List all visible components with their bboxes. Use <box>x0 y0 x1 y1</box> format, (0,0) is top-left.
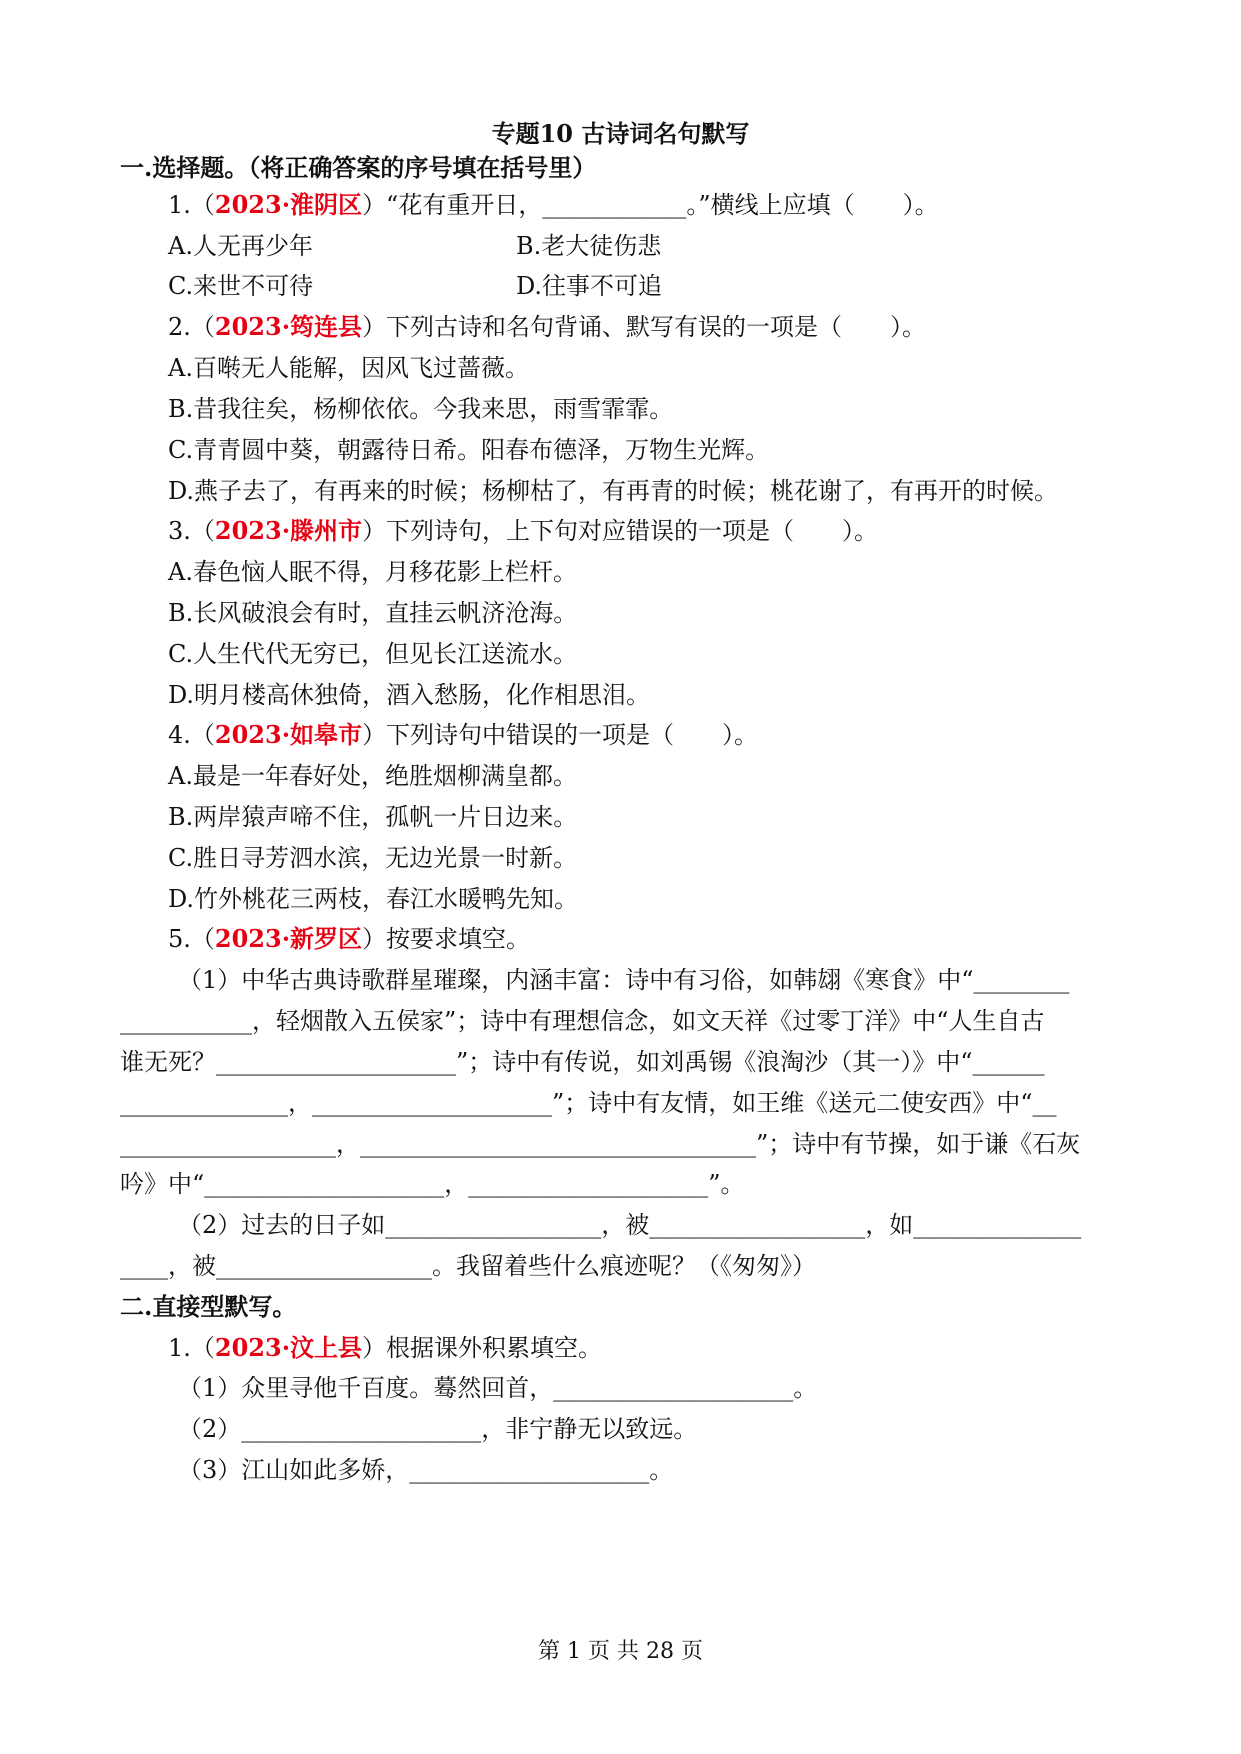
fill-item: （2）____________________，非宁静无以致远。 <box>178 1415 698 1443</box>
source-tag: 2023·淮阴区 <box>214 190 363 219</box>
question-number: 5.（ <box>168 925 215 953</box>
section-2-question-1-stem <box>168 1330 602 1366</box>
source-tag: 2023·筠连县 <box>214 312 363 341</box>
fill-paragraph-2-line: （2）过去的日子如__________________，被__________________，如______________ <box>178 1211 1082 1239</box>
question-text: ）下列古诗和名句背诵、默写有误的一项是（ ）。 <box>362 313 927 341</box>
question-text: ）“花有重开日，____________。”横线上应填（ ）。 <box>362 191 939 219</box>
fill-paragraph-1-line: ___________，轻烟散入五侯家”；诗中有理想信念，如文天祥《过零丁洋》中“人生自古 <box>120 1007 1045 1035</box>
question-text: ）下列诗句中错误的一项是（ ）。 <box>362 721 759 749</box>
option-d: D.往事不可追 <box>516 272 663 300</box>
page-title: 专题10 古诗词名句默写 <box>491 119 750 148</box>
page-footer: 第 1 页 共 28 页 <box>538 1639 703 1664</box>
question-text: ）根据课外积累填空。 <box>362 1334 603 1362</box>
fill-paragraph-2-line: ____，被__________________。我留着些什么痕迹呢？（《匆匆》） <box>120 1252 816 1280</box>
question-3-stem <box>168 513 878 549</box>
source-tag: 2023·滕州市 <box>214 516 363 545</box>
question-number: 3.（ <box>168 517 215 545</box>
option-a: A.最是一年春好处，绝胜烟柳满皇都。 <box>168 762 577 790</box>
option-d: D.竹外桃花三两枝，春江水暖鸭先知。 <box>168 885 579 913</box>
option-b: B.长风破浪会有时，直挂云帆济沧海。 <box>168 599 578 627</box>
section-heading-2: 二.直接型默写。 <box>120 1292 297 1321</box>
question-1-options-row-1 <box>168 228 1068 264</box>
fill-paragraph-1-line: 谁无死？____________________”；诗中有传说，如刘禹锡《浪淘沙（其一）》中“______ <box>120 1048 1045 1076</box>
question-5-stem <box>168 921 530 957</box>
fill-paragraph-1-line: __________________，_________________________________”；诗中有节操，如于谦《石灰 <box>120 1130 1081 1158</box>
option-c: C.来世不可待 <box>168 272 314 300</box>
question-4-stem <box>168 717 758 753</box>
option-b: B.老大徒伤悲 <box>516 232 662 260</box>
source-tag: 2023·新罗区 <box>214 924 363 953</box>
source-tag: 2023·如皋市 <box>214 720 363 749</box>
section-heading-1: 一.选择题。（将正确答案的序号填在括号里） <box>120 153 597 182</box>
option-a: A.春色恼人眠不得，月移花影上栏杆。 <box>168 558 577 586</box>
option-b: B.昔我往矣，杨柳依依。今我来思，雨雪霏霏。 <box>168 395 674 423</box>
option-c: C.胜日寻芳泗水滨，无边光景一时新。 <box>168 844 578 872</box>
option-c: C.青青圆中葵，朝露待日希。阳春布德泽，万物生光辉。 <box>168 436 770 464</box>
question-number: 1.（ <box>168 1334 215 1362</box>
source-tag: 2023·汶上县 <box>214 1333 363 1362</box>
option-a: A.百啭无人能解，因风飞过蔷薇。 <box>168 354 529 382</box>
question-text: ）下列诗句，上下句对应错误的一项是（ ）。 <box>362 517 879 545</box>
fill-item: （1）众里寻他千百度。蓦然回首，____________________。 <box>178 1374 818 1402</box>
question-text: ）按要求填空。 <box>362 925 531 953</box>
question-2-stem <box>168 309 926 345</box>
option-a: A.人无再少年 <box>168 232 313 260</box>
fill-paragraph-1-line: 吟》中“____________________，____________________”。 <box>120 1170 745 1198</box>
fill-paragraph-1-line: （1）中华古典诗歌群星璀璨，内涵丰富：诗中有习俗，如韩翃《寒食》中“________ <box>178 966 1070 994</box>
question-number: 1.（ <box>168 191 215 219</box>
option-d: D.明月楼高休独倚，酒入愁肠，化作相思泪。 <box>168 681 651 709</box>
question-1-options-row-2 <box>168 268 1068 304</box>
option-c: C.人生代代无穷已，但见长江送流水。 <box>168 640 578 668</box>
question-number: 4.（ <box>168 721 215 749</box>
question-1-stem <box>168 187 939 223</box>
question-number: 2.（ <box>168 313 215 341</box>
option-d: D.燕子去了，有再来的时候；杨柳枯了，有再青的时候；桃花谢了，有再开的时候。 <box>168 477 1059 505</box>
fill-paragraph-1-line: ______________，____________________”；诗中有友情，如王维《送元二使安西》中“__ <box>120 1089 1057 1117</box>
fill-item: （3）江山如此多娇，____________________。 <box>178 1456 674 1484</box>
option-b: B.两岸猿声啼不住，孤帆一片日边来。 <box>168 803 578 831</box>
